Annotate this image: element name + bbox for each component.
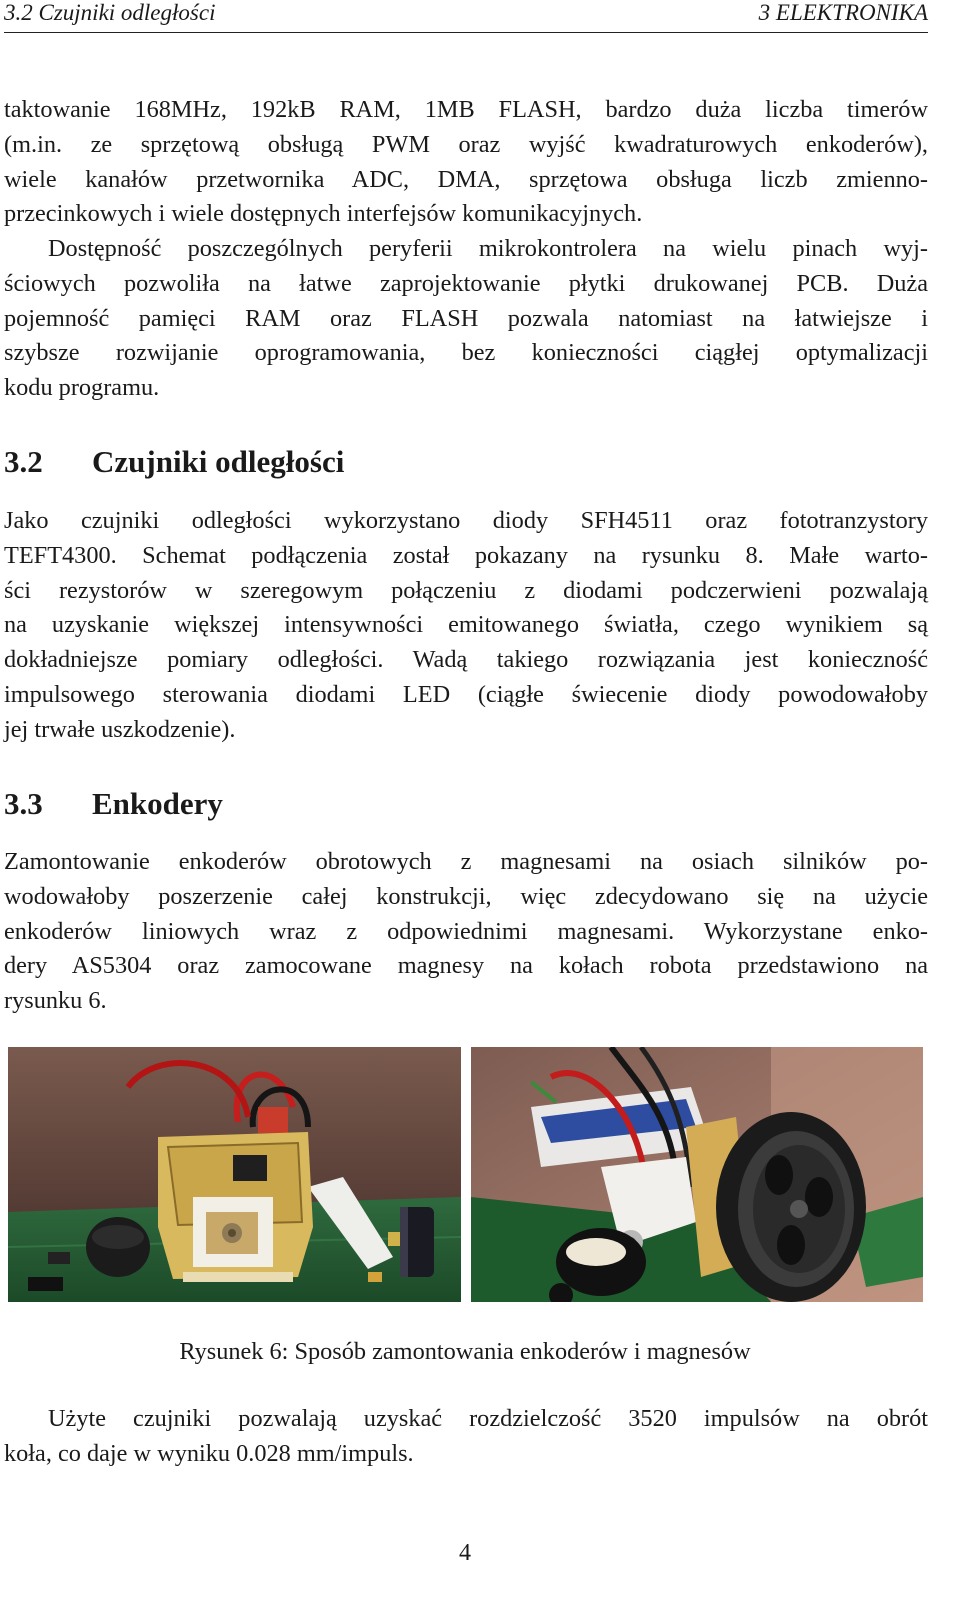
text-line: szybsze rozwijanie oprogramowania, bez konieczności ciągłej optymalizacji [4, 339, 928, 367]
text-line: Zamontowanie enkoderów obrotowych z magnesami na osiach silników po- [4, 848, 928, 875]
header-chapter-title: 3 ELEKTRONIKA [758, 0, 928, 25]
second-paragraph [4, 232, 928, 406]
section-title: Czujniki odległości [92, 444, 345, 479]
text-line: (m.in. ze sprzętową obsługą PWM oraz wyjść kwadraturowych enkoderów), [4, 130, 928, 158]
text-line: wiele kanałów przetwornika ADC, DMA, sprzętowa obsługa liczb zmienno- [4, 165, 928, 193]
section-3-3-paragraph [4, 845, 928, 1019]
closing-paragraph [4, 1402, 928, 1472]
text-line: TEFT4300. Schemat podłączenia został pokazany na rysunku 8. Małe warto- [4, 541, 928, 569]
wheel-magnet-photo-right [471, 1047, 923, 1302]
intro-paragraph [4, 93, 928, 232]
section-title: Enkodery [92, 786, 223, 821]
text-line: rysunku 6. [4, 987, 107, 1015]
text-line: ściowych pozwoliła na łatwe zaprojektowanie płytki drukowanej PCB. Duża [4, 269, 928, 297]
section-heading-3-3 [4, 786, 223, 822]
section-number: 3.3 [4, 786, 43, 821]
encoder-photo-left [8, 1047, 461, 1302]
text-line: Użyte czujniki pozwalają uzyskać rozdzielczość 3520 impulsów na obrót [48, 1405, 928, 1432]
text-line: koła, co daje w wyniku 0.028 mm/impuls. [4, 1439, 414, 1467]
text-line: wodowałoby poszerzenie całej konstrukcji, więc zdecydowano się na użycie [4, 882, 928, 910]
text-line: enkoderów liniowych wraz z odpowiednimi magnesami. Wykorzystane enko- [4, 917, 928, 945]
text-line: Jako czujniki odległości wykorzystano diody SFH4511 oraz fototranzystory [4, 507, 928, 534]
page-number: 4 [459, 1540, 471, 1566]
text-line: kodu programu. [4, 374, 160, 402]
text-line: przecinkowych i wiele dostępnych interfejsów komunikacyjnych. [4, 200, 643, 228]
text-line: taktowanie 168MHz, 192kB RAM, 1MB FLASH, bardzo duża liczba timerów [4, 96, 928, 123]
figure-caption: Rysunek 6: Sposób zamontowania enkoderów i magnesów [179, 1338, 751, 1365]
header-section-title: 3.2 Czujniki odległości [4, 0, 216, 25]
section-number: 3.2 [4, 444, 43, 479]
text-line: Dostępność poszczególnych peryferii mikrokontrolera na wielu pinach wyj- [48, 235, 928, 262]
text-line: dokładniejsze pomiary odległości. Wadą takiego rozwiązania jest konieczność [4, 646, 928, 674]
text-line: pojemność pamięci RAM oraz FLASH pozwala natomiast na łatwiejsze i [4, 304, 928, 332]
text-line: dery AS5304 oraz zamocowane magnesy na kołach robota przedstawiono na [4, 952, 928, 980]
text-line: impulsowego sterowania diodami LED (ciągłe świecenie diody powodowałoby [4, 680, 928, 708]
text-line: jej trwałe uszkodzenie). [4, 715, 236, 743]
encoder-mount-illustration [8, 1047, 461, 1302]
text-line: ści rezystorów w szeregowym połączeniu z diodami podczerwieni pozwalają [4, 576, 928, 604]
running-header [4, 0, 928, 33]
section-heading-3-2 [4, 444, 344, 480]
wheel-magnet-illustration [471, 1047, 923, 1302]
text-line: na uzyskanie większej intensywności emitowanego światła, czego wynikiem są [4, 611, 928, 639]
section-3-2-paragraph [4, 504, 928, 748]
